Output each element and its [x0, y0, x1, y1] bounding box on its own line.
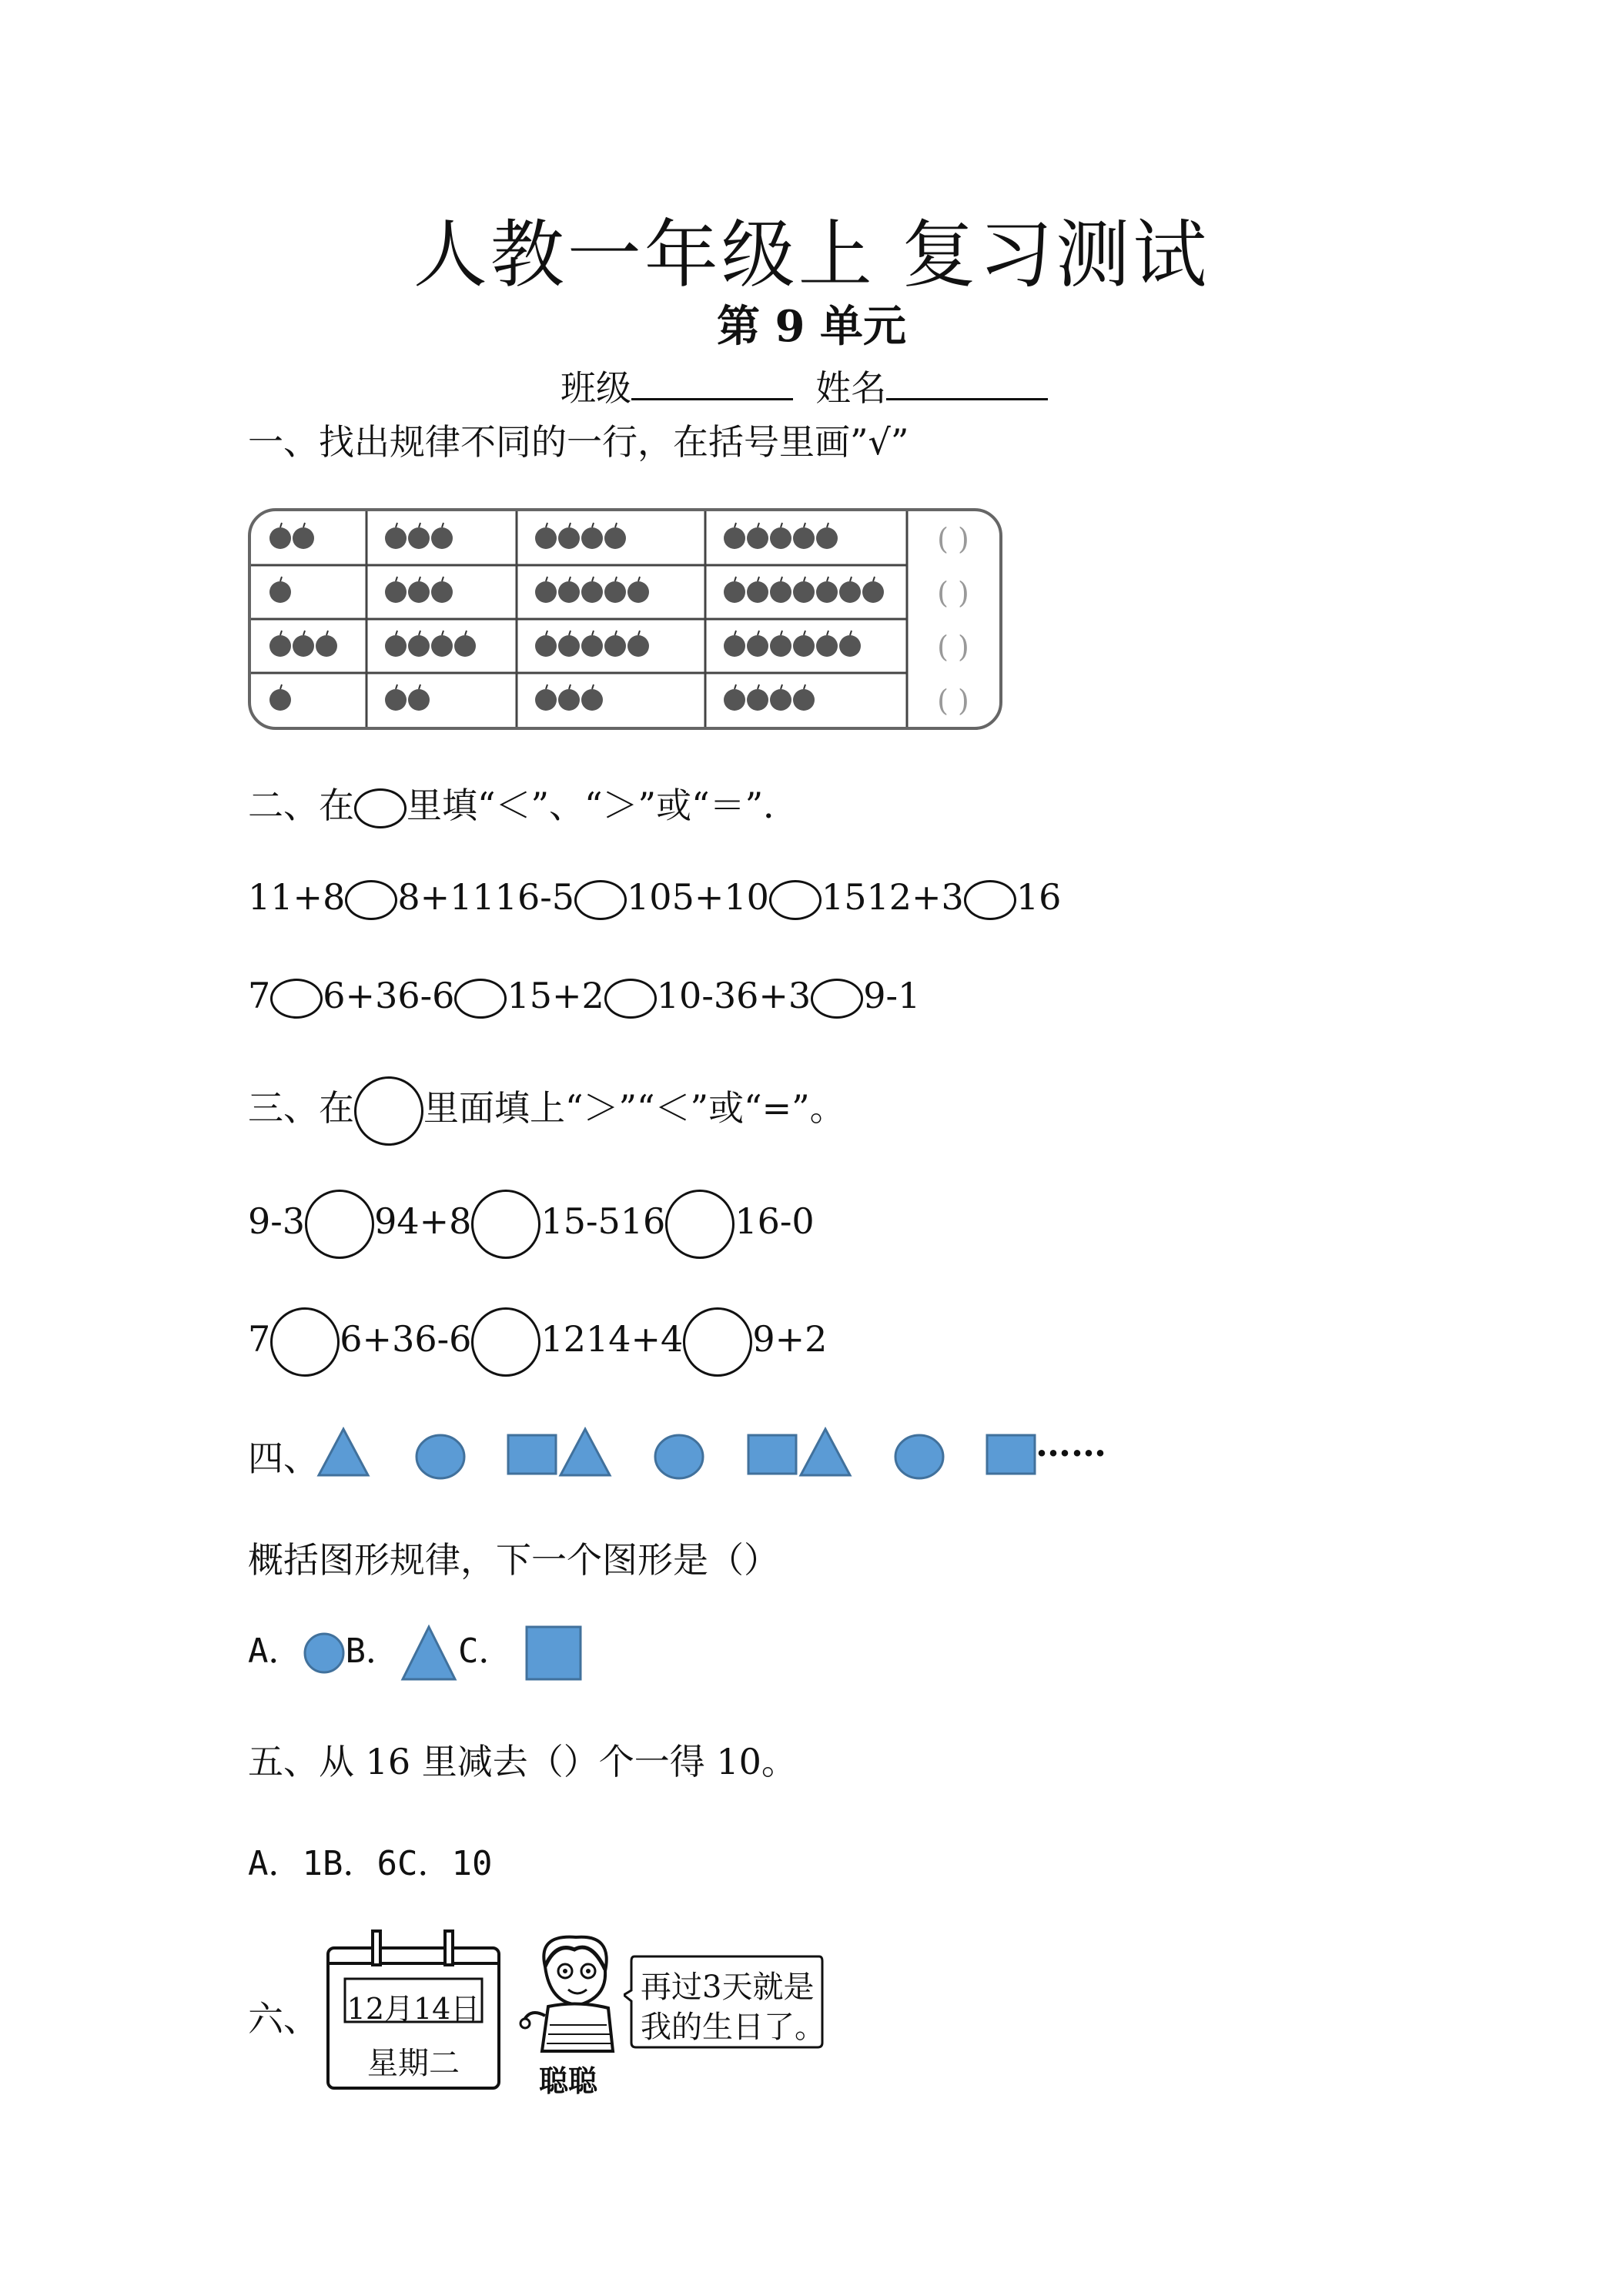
calendar-date: 12月14日: [346, 1992, 480, 2026]
q3-answer-circle[interactable]: [305, 1190, 374, 1259]
q3-expr: 16-0: [735, 1200, 815, 1242]
apple-dot-icon: [408, 527, 430, 549]
apple-dot-icon: [604, 635, 626, 657]
apple-dot-icon: [581, 527, 603, 549]
q2-answer-oval[interactable]: [345, 880, 397, 920]
q2-answer-oval[interactable]: [811, 979, 863, 1019]
apple-dot-icon: [724, 527, 745, 549]
apple-dot-icon: [747, 635, 768, 657]
q2-expr: 1512+3: [821, 876, 964, 918]
apple-dot-icon: [293, 635, 314, 657]
apple-dot-icon: [535, 581, 557, 603]
q3-answer-circle[interactable]: [471, 1190, 540, 1259]
apple-dot-icon: [558, 581, 580, 603]
q3-expr: 9-3: [248, 1200, 306, 1242]
q2-expr: 7: [248, 975, 271, 1016]
answer-paren[interactable]: ( ): [937, 630, 969, 664]
q2-prefix: 二、在: [248, 785, 354, 826]
apple-dot-icon: [385, 689, 407, 711]
page-subtitle: 第 9 单元: [717, 301, 906, 352]
apple-dot-icon: [558, 635, 580, 657]
page-title: 人教一年级上 复习测试: [413, 212, 1210, 298]
q4-ellipsis: ……: [1036, 1423, 1106, 1464]
apple-dot-icon: [431, 635, 453, 657]
triangle-icon: [319, 1429, 368, 1475]
circle-icon: [655, 1435, 703, 1478]
apple-dot-icon: [269, 689, 291, 711]
q3-answer-circle[interactable]: [665, 1190, 735, 1259]
calendar-weekday: 星期二: [367, 2046, 460, 2081]
apple-dot-icon: [793, 581, 815, 603]
apple-dot-icon: [816, 527, 838, 549]
apple-dot-icon: [816, 635, 838, 657]
apple-dot-icon: [454, 635, 476, 657]
apple-dot-icon: [535, 689, 557, 711]
q3-line-1: [248, 1190, 815, 1259]
circle-icon[interactable]: [303, 1630, 346, 1676]
q3-answer-circle[interactable]: [471, 1307, 540, 1377]
answer-paren[interactable]: ( ): [937, 576, 969, 610]
q3-answer-circle[interactable]: [683, 1307, 752, 1377]
apple-dot-icon: [581, 581, 603, 603]
triangle-icon: [801, 1429, 850, 1475]
apple-dot-icon: [839, 635, 861, 657]
q3-circle-icon: [354, 1076, 423, 1146]
apple-dot-icon: [747, 527, 768, 549]
apple-dot-icon: [293, 527, 314, 549]
q2-answer-oval[interactable]: [769, 880, 822, 920]
square-icon: [987, 1435, 1035, 1474]
name-blank[interactable]: [886, 364, 1048, 400]
apple-dot-icon: [770, 635, 791, 657]
q2-answer-oval[interactable]: [964, 880, 1016, 920]
q3-expr: 6+36-6: [340, 1318, 472, 1360]
apple-dot-icon: [724, 581, 745, 603]
apple-dot-icon: [269, 581, 291, 603]
q2-expr: 10-36+3: [656, 975, 812, 1016]
apple-dot-icon: [770, 581, 791, 603]
apple-dot-icon: [793, 689, 815, 711]
q3-expr: 9+2: [752, 1318, 828, 1360]
apple-dot-icon: [581, 635, 603, 657]
apple-dot-icon: [770, 689, 791, 711]
q2-expr: 16: [1016, 876, 1062, 918]
apple-dot-icon: [431, 527, 453, 549]
name-label: 姓名: [815, 367, 887, 409]
speech-bubble: [624, 1952, 825, 2050]
apple-dot-icon: [604, 527, 626, 549]
apple-dot-icon: [558, 689, 580, 711]
triangle-icon[interactable]: [400, 1624, 458, 1682]
q4-question: 概括图形规律，下一个图形是（）: [248, 1539, 779, 1581]
q2-expr: 6+36-6: [323, 975, 455, 1016]
q5-options: A．1B．6C．10: [248, 1844, 493, 1883]
answer-paren[interactable]: ( ): [937, 522, 969, 556]
q3-expr: 94+8: [374, 1200, 472, 1242]
q4-option-a-label: A．: [248, 1632, 303, 1671]
apple-dot-icon: [431, 581, 453, 603]
character-name: 聪聪: [539, 2063, 598, 2098]
q4-options: [248, 1623, 585, 1682]
apple-dot-icon: [770, 527, 791, 549]
q4-shape-sequence: [316, 1423, 1124, 1484]
apple-dot-icon: [793, 635, 815, 657]
q2-expr: 8+1116-5: [397, 876, 575, 918]
apple-dot-icon: [747, 689, 768, 711]
q4-option-b-label: B．: [345, 1632, 400, 1671]
triangle-icon: [561, 1429, 610, 1475]
q2-expr: 9-1: [863, 975, 921, 1016]
apple-dot-icon: [627, 581, 649, 603]
apple-dot-icon: [408, 689, 430, 711]
apple-dot-icon: [839, 581, 861, 603]
square-icon: [508, 1435, 556, 1474]
apple-dot-icon: [269, 527, 291, 549]
q2-expr: 105+10: [627, 876, 769, 918]
apple-dot-icon: [627, 635, 649, 657]
q2-answer-oval[interactable]: [604, 979, 657, 1019]
boy-character-illustration: [514, 1926, 630, 2065]
q3-line-2: [248, 1307, 827, 1377]
q2-expr: 11+8: [248, 876, 346, 918]
apple-dot-icon: [385, 527, 407, 549]
apple-dot-icon: [793, 527, 815, 549]
apple-dot-icon: [316, 635, 337, 657]
q3-prefix: 三、在: [248, 1087, 354, 1129]
apple-dot-icon: [535, 527, 557, 549]
q1-instruction: 一、找出规律不同的一行，在括号里画”√”: [248, 421, 909, 463]
speech-line-1: 再过3天就是: [641, 1970, 815, 2005]
q3-suffix: 里面填上“＞”“＜”或“=”。: [423, 1087, 845, 1129]
q6-prefix: 六、: [248, 1998, 319, 2040]
q3-instruction: [248, 1076, 845, 1146]
calendar-icon: [323, 1925, 508, 2094]
q1-grid-drawing: [251, 511, 999, 727]
apple-dot-icon: [581, 689, 603, 711]
q5-question: 五、从 16 里减去（）个一得 10。: [248, 1741, 797, 1782]
q2-oval-icon: [354, 788, 407, 828]
answer-paren[interactable]: ( ): [937, 684, 969, 718]
q3-answer-circle[interactable]: [270, 1307, 340, 1377]
circle-icon: [895, 1435, 943, 1478]
apple-dot-icon: [862, 581, 884, 603]
q2-line-2: [248, 975, 920, 1019]
apple-dot-icon: [747, 581, 768, 603]
q2-expr: 15+2: [507, 975, 604, 1016]
class-blank[interactable]: [631, 364, 793, 400]
q3-expr: 7: [248, 1318, 271, 1360]
q2-answer-oval[interactable]: [454, 979, 507, 1019]
apple-dot-icon: [269, 635, 291, 657]
q2-answer-oval[interactable]: [574, 880, 627, 920]
q4-prefix: 四、: [248, 1438, 319, 1479]
square-icon: [748, 1435, 796, 1474]
apple-dot-icon: [724, 689, 745, 711]
q3-expr: 15-516: [540, 1200, 666, 1242]
apple-dot-icon: [408, 581, 430, 603]
class-label: 班级: [561, 367, 631, 409]
q4-option-c-label: C．: [458, 1632, 513, 1671]
circle-icon: [417, 1435, 464, 1478]
q1-pattern-grid: [248, 508, 1002, 730]
apple-dot-icon: [816, 581, 838, 603]
q2-answer-oval[interactable]: [270, 979, 323, 1019]
apple-dot-icon: [385, 581, 407, 603]
apple-dot-icon: [604, 581, 626, 603]
apple-dot-icon: [535, 635, 557, 657]
q3-expr: 1214+4: [540, 1318, 684, 1360]
student-info: [561, 360, 1048, 411]
apple-dot-icon: [558, 527, 580, 549]
q2-line-1: [248, 876, 1061, 920]
apple-dot-icon: [408, 635, 430, 657]
square-icon[interactable]: [524, 1624, 585, 1682]
apple-dot-icon: [724, 635, 745, 657]
speech-line-2: 我的生日了。: [641, 2010, 825, 2045]
q2-instruction: [248, 778, 798, 828]
apple-dot-icon: [385, 635, 407, 657]
q2-suffix: 里填“＜”、“＞”或“＝”．: [407, 785, 799, 826]
